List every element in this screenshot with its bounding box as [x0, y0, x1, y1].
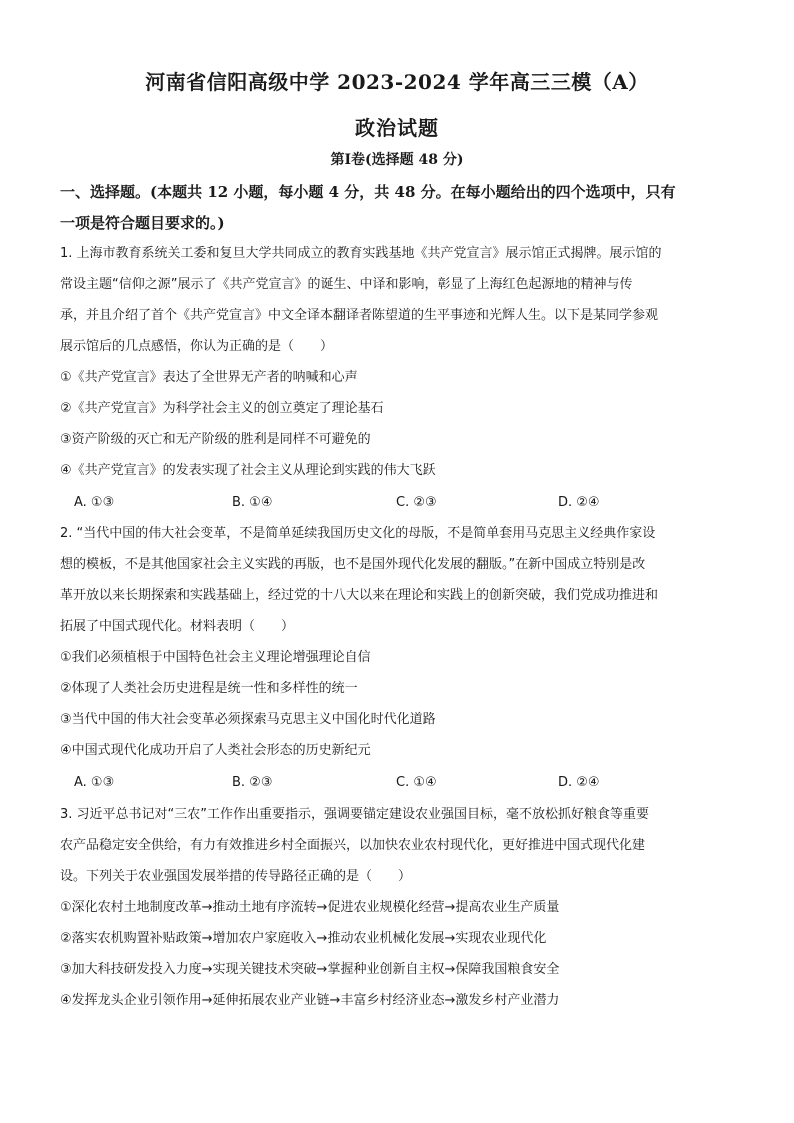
question-item: ①深化农村土地制度改革→推动土地有序流转→促进农业规模化经营→提高农业生产质量: [60, 900, 560, 915]
question-stem-line: 3. 习近平总书记对“三农”工作作出重要指示，强调要锚定建设农业强国目标，毫不放松抓好粮食等重要: [60, 807, 650, 822]
question-item: ②《共产党宣言》为科学社会主义的创立奠定了理论基石: [60, 401, 384, 416]
question-stem-line: 2. “当代中国的伟大社会变革，不是简单延续我国历史文化的母版，不是简单套用马克思主义经典作家设: [60, 526, 656, 541]
question-item: ③加大科技研发投入力度→实现关键技术突破→掌握种业创新自主权→保障我国粮食安全: [60, 962, 560, 977]
question-item: ③资产阶级的灭亡和无产阶级的胜利是同样不可避免的: [60, 432, 371, 447]
answer-option-c: C. ②③: [396, 495, 437, 510]
section-heading-line-2: 一项是符合题目要求的。): [60, 214, 225, 232]
question-item: ④《共产党宣言》的发表实现了社会主义从理论到实践的伟大飞跃: [60, 463, 436, 478]
answer-option-d: D. ②④: [558, 495, 600, 510]
subject-title: 政治试题: [355, 116, 439, 140]
volume-heading: 第Ⅰ卷(选择题 48 分): [330, 152, 464, 168]
question-stem-line: 展示馆后的几点感悟，你认为正确的是（ ）: [60, 339, 334, 354]
question-stem-line: 拓展了中国式现代化。材料表明（ ）: [60, 619, 295, 634]
answer-option-a: A. ①③: [74, 495, 115, 510]
question-item: ①《共产党宣言》表达了全世界无产者的呐喊和心声: [60, 370, 358, 385]
question-stem-line: 1. 上海市教育系统关工委和复旦大学共同成立的教育实践基地《共产党宣言》展示馆正式揭牌。展示馆的: [60, 246, 662, 261]
answer-option-d: D. ②④: [558, 775, 600, 790]
section-heading-line-1: 一、选择题。(本题共 12 小题，每小题 4 分，共 48 分。在每小题给出的四个选项中，只有: [60, 183, 676, 201]
question-stem-line: 革开放以来长期探索和实践基础上，经过党的十八大以来在理论和实践上的创新突破，我们党成功推进和: [60, 588, 659, 603]
question-stem-line: 设。下列关于农业强国发展举措的传导路径正确的是（ ）: [60, 869, 412, 884]
question-stem-line: 常设主题“信仰之源”展示了《共产党宣言》的诞生、中译和影响，彰显了上海红色起源地的精神与传: [60, 277, 633, 292]
answer-option-b: B. ②③: [232, 775, 273, 790]
exam-title: 河南省信阳高级中学 2023-2024 学年高三三模（A）: [145, 70, 649, 94]
question-item: ②体现了人类社会历史进程是统一性和多样性的统一: [60, 681, 358, 696]
answer-option-b: B. ①④: [232, 495, 273, 510]
answer-option-a: A. ①③: [74, 775, 115, 790]
question-item: ④发挥龙头企业引领作用→延伸拓展农业产业链→丰富乡村经济业态→激发乡村产业潜力: [60, 993, 560, 1008]
question-item: ①我们必须植根于中国特色社会主义理论增强理论自信: [60, 650, 371, 665]
answer-option-c: C. ①④: [396, 775, 437, 790]
question-item: ③当代中国的伟大社会变革必须探索马克思主义中国化时代化道路: [60, 712, 436, 727]
question-item: ④中国式现代化成功开启了人类社会形态的历史新纪元: [60, 743, 371, 758]
question-item: ②落实农机购置补贴政策→增加农户家庭收入→推动农业机械化发展→实现农业现代化: [60, 931, 547, 946]
question-stem-line: 想的模板，不是其他国家社会主义实践的再版，也不是国外现代化发展的翻版。”在新中国成立特别是改: [60, 557, 646, 572]
question-stem-line: 承，并且介绍了首个《共产党宣言》中文全译本翻译者陈望道的生平事迹和光辉人生。以下是某同学参观: [60, 308, 659, 323]
question-stem-line: 农产品稳定安全供给，有力有效推进乡村全面振兴，以加快农业农村现代化，更好推进中国式现代化建: [60, 838, 646, 853]
